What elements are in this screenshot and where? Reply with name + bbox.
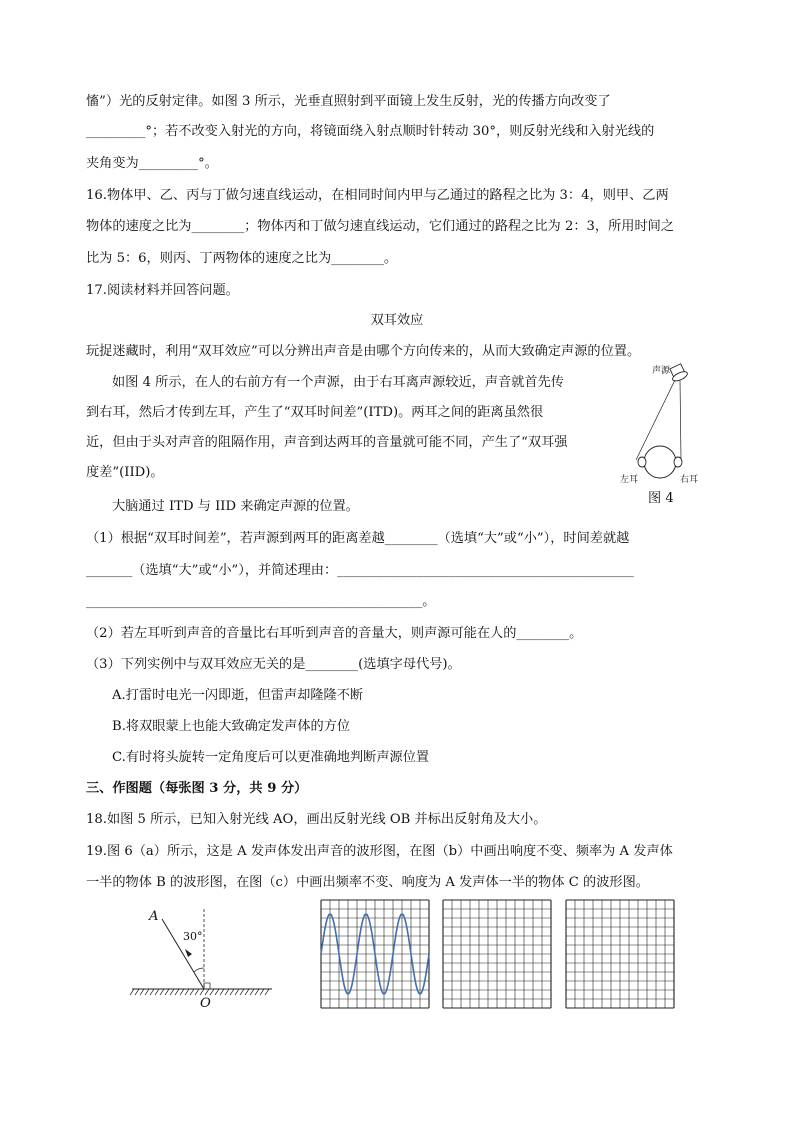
reading-title: 双耳效应	[370, 313, 424, 328]
figure-5-label-o: O	[200, 996, 211, 1011]
sound-source-icon	[668, 363, 689, 383]
option-c: C.有时将头旋转一定角度后可以更准确地判断声源位置	[112, 750, 430, 765]
figure-6b-grid	[443, 900, 551, 1008]
text-line-2: _________°；若不改变入射光的方向，将镜面绕入射点顺时针转动 30°，则反射光线和入射光线的	[86, 124, 655, 139]
question-16-line-3: 比为 5：6，则丙、丁两物体的速度之比为________。	[86, 251, 398, 266]
sound-path-right	[680, 380, 681, 460]
reading-paragraph-2-line-2: 到右耳，然后才传到左耳，产生了“双耳时间差”(ITD)。两耳之间的距离虽然很	[86, 405, 544, 420]
question-16-line-2: 物体的速度之比为________；物体丙和丁做匀速直线运动，它们通过的路程之比为 2：3，所用时间之	[86, 219, 675, 234]
sub-question-1-line-1: （1）根据“双耳时间差”，若声源到两耳的距离差越________（选填“大”或“小”），时间差就越	[86, 531, 630, 546]
sub-question-1-line-2: _______（选填“大”或“小”），并简述理由：_____________________________________________	[86, 563, 634, 578]
reading-paragraph-2-line-1: 如图 4 所示，在人的右前方有一个声源，由于右耳离声源较近，声音就首先传	[112, 375, 564, 390]
right-ear-shape	[674, 457, 682, 467]
reading-paragraph-1: 玩捉迷藏时，利用“双耳效应”可以分辨出声音是由哪个方向传来的，从而大致确定声源的位置。	[86, 344, 641, 359]
figure-5-label-a: A	[149, 909, 159, 924]
option-b: B.将双眼蒙上也能大致确定发声体的方位	[112, 719, 351, 734]
head-circle	[644, 446, 676, 478]
figure-4-left-ear-label: 左耳	[620, 475, 639, 485]
figure-6a-grid	[321, 900, 429, 1008]
angle-arc	[194, 968, 204, 972]
figure-4-right-ear-label: 右耳	[680, 475, 699, 485]
question-18: 18.如图 5 所示，已知入射光线 AO，画出反射光线 OB 并标出反射角及大小。	[86, 812, 547, 827]
figure-4-diagram	[618, 362, 708, 482]
section-3-heading: 三、作图题（每张图 3 分，共 9 分）	[86, 781, 308, 796]
figure-4-source-label: 声源	[652, 366, 671, 376]
text-line-1: 慉”）光的反射定律。如图 3 所示，光垂直照射到平面镜上发生反射，光的传播方向改变了	[86, 94, 611, 109]
text-line-3: 夹角变为_________°。	[86, 156, 218, 171]
question-17: 17.阅读材料并回答问题。	[86, 283, 239, 298]
reading-paragraph-2-line-4: 度差”(IID)。	[86, 465, 164, 480]
question-19-line-2: 一半的物体 B 的波形图，在图（c）中画出频率不变、响度为 A 发声体一半的物体 C 的波形图。	[86, 875, 649, 890]
reading-paragraph-2-line-3: 近，但由于头对声音的阻隔作用，声音到达两耳的音量就可能不同，产生了“双耳强	[86, 435, 568, 450]
question-19-line-1: 19.图 6（a）所示，这是 A 发声体发出声音的波形图，在图（b）中画出响度不变、频率为 A 发声体	[86, 844, 673, 859]
figure-4-caption: 图 4	[648, 491, 674, 506]
figure-6c-grid	[566, 900, 674, 1008]
sub-question-1-line-3: ___________________________________________________。	[86, 594, 436, 609]
question-16-line-1: 16.物体甲、乙、丙与丁做匀速直线运动，在相同时间内甲与乙通过的路程之比为 3：4，则甲、乙两	[86, 188, 669, 203]
sub-question-2: （2）若左耳听到声音的音量比右耳听到声音的音量大，则声源可能在人的________。	[86, 626, 583, 641]
reading-paragraph-3: 大脑通过 ITD 与 IID 来确定声源的位置。	[112, 499, 359, 514]
option-a: A.打雷时电光一闪即逝，但雷声却隆隆不断	[112, 688, 364, 703]
right-angle-mark	[204, 983, 210, 989]
sub-question-3: （3）下列实例中与双耳效应无关的是________(选填字母代号)。	[86, 657, 461, 672]
left-ear-shape	[638, 457, 646, 467]
figure-5-angle-label: 30°	[183, 930, 203, 943]
incident-ray-arrow	[185, 949, 192, 957]
